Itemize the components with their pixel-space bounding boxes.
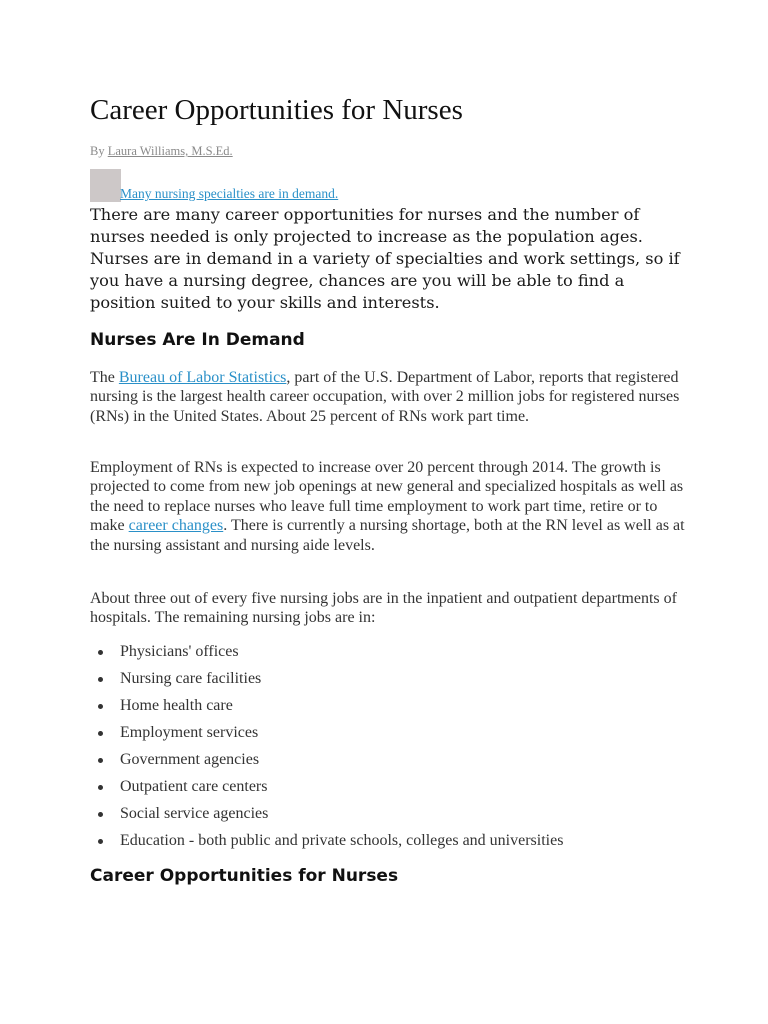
page-title: Career Opportunities for Nurses [90, 94, 463, 126]
paragraph-text: Employment of RNs is expected to increase over 20 percent through 2014. The growth is projected to come from new job openings at new general and specialized hospitals as well as the need to replace nurses who leave full time employment to work part time, retire or to make [90, 459, 684, 535]
list-item [90, 641, 563, 668]
list-item-text: Government agencies [120, 751, 260, 768]
paragraph-text: , part of the U.S. Department of Labor, reports that registered nursing is the largest health career occupation, with over 2 million jobs for registered nurses (RNs) in the United States. About 25 percent of RNs work part time. [90, 369, 680, 425]
paragraph-bls [90, 368, 690, 426]
paragraph-hospitals: About three out of every five nursing jobs are in the inpatient and outpatient departments of hospitals. The remaining nursing jobs are in: [90, 590, 677, 627]
article-image[interactable] [90, 169, 121, 202]
image-caption-link[interactable]: Many nursing specialties are in demand. [120, 186, 339, 201]
bullet-icon [98, 839, 103, 844]
list-item [90, 668, 563, 695]
bullet-icon [98, 650, 103, 655]
list-item [90, 776, 563, 803]
bullet-icon [98, 731, 103, 736]
bullet-icon [98, 812, 103, 817]
list-item-text: Employment services [120, 724, 259, 741]
author-link[interactable]: Laura Williams, M.S.Ed. [107, 144, 233, 158]
list-item [90, 722, 563, 749]
section-heading-opportunities: Career Opportunities for Nurses [90, 866, 399, 886]
bullet-icon [98, 677, 103, 682]
byline-prefix: By [90, 144, 108, 158]
bullet-icon [98, 758, 103, 763]
bullet-icon [98, 704, 103, 709]
list-item-text: Social service agencies [120, 805, 269, 822]
list-item-text: Outpatient care centers [120, 778, 268, 795]
list-item [90, 695, 563, 722]
list-item-text: Education - both public and private schools, colleges and universities [120, 832, 564, 849]
list-item-text: Home health care [120, 697, 233, 714]
bullet-icon [98, 785, 103, 790]
career-changes-link[interactable]: career changes [128, 517, 224, 535]
intro-paragraph: There are many career opportunities for nurses and the number of nurses needed is only projected to increase as the population ages. Nurses are in demand in a variety of specialties and work settings, so if you have a nursing degree, chances are you will be able to find a position suited to your skills and interests. [90, 205, 680, 312]
list-item [90, 830, 563, 857]
bls-link[interactable]: Bureau of Labor Statistics [118, 369, 287, 386]
list-item [90, 803, 563, 830]
paragraph-text: The [90, 369, 119, 386]
list-item [90, 749, 563, 776]
paragraph-text: . There is currently a nursing shortage, both at the RN level as well as at the nursing assistant and nursing aide levels. [90, 517, 685, 554]
paragraph-employment [90, 458, 690, 555]
list-item-text: Nursing care facilities [120, 670, 262, 687]
list-item-text: Physicians' offices [120, 643, 239, 660]
section-heading-demand: Nurses Are In Demand [90, 330, 305, 350]
byline [90, 143, 233, 159]
workplace-list [90, 641, 563, 857]
